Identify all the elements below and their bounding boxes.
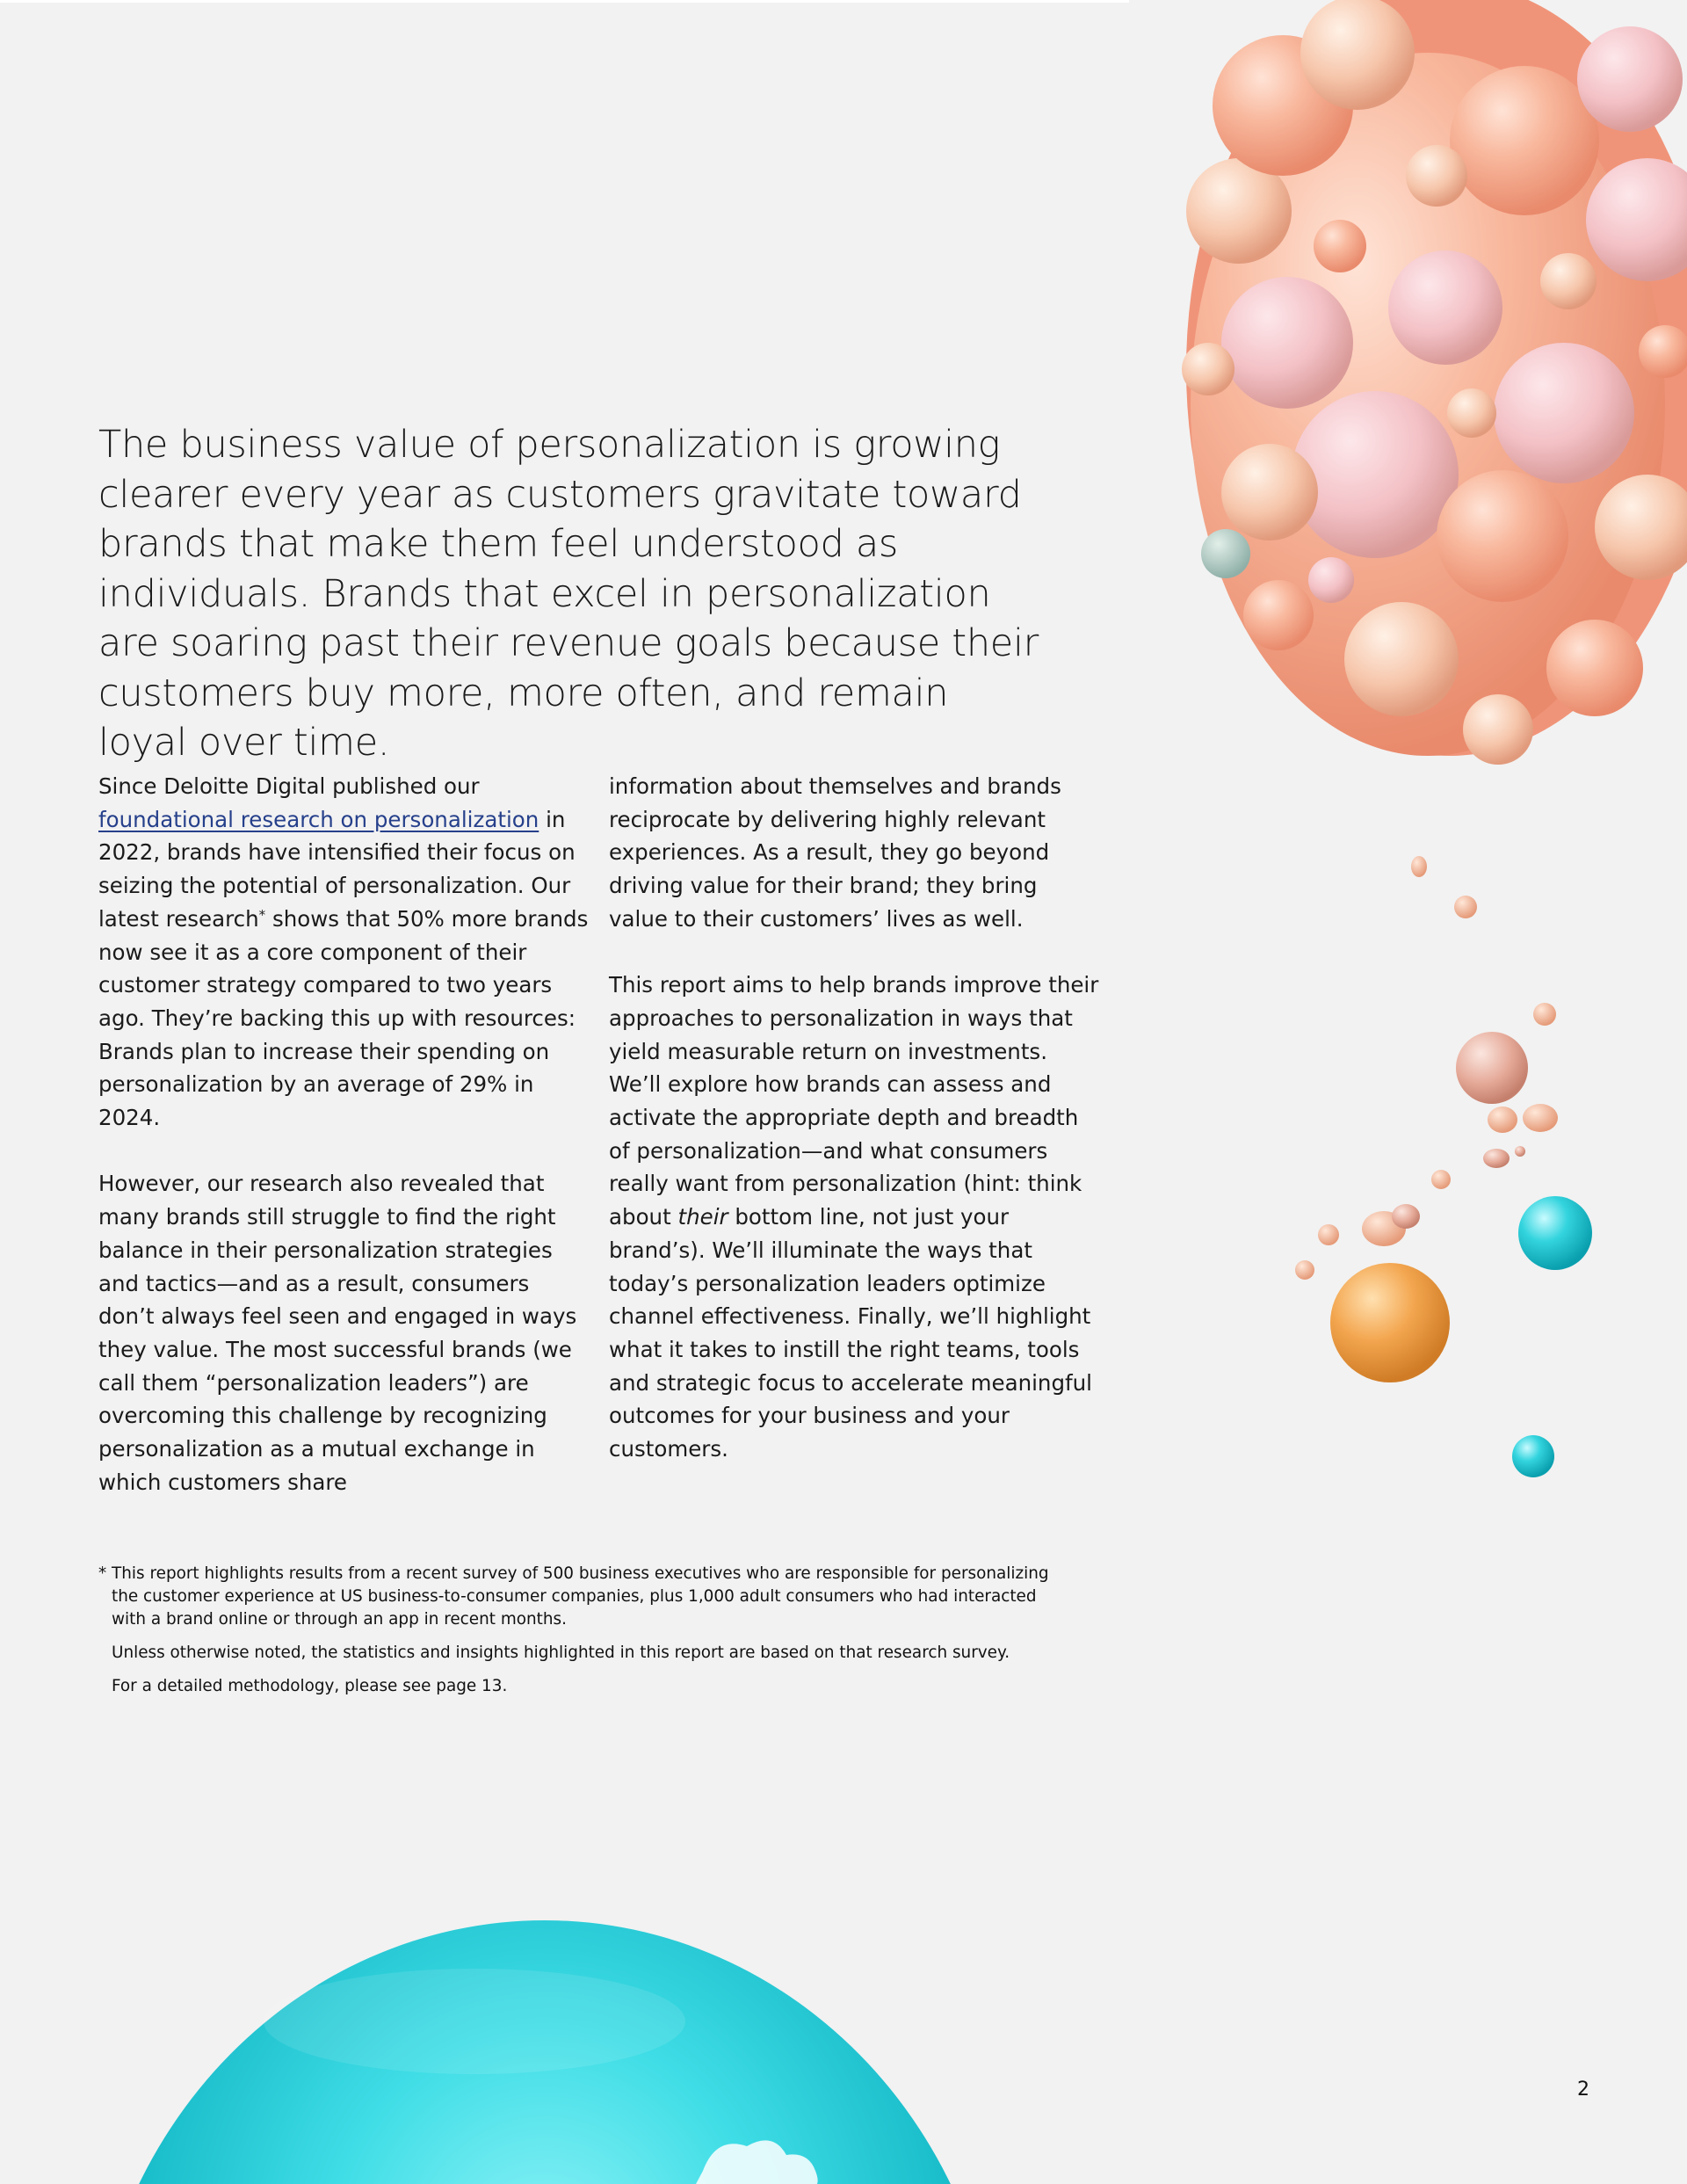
body-paragraph-2: However, our research also revealed that many brands still struggle to find the right balance in their personalization strategies and tactics—and as a result, consumers don’t always feel seen and engaged in ways they value. The most successful brands (we call them “personalization leaders”) are overcoming this challenge by recognizing personalization as a mutual exchange in which customers share [98,1171,577,1495]
large-teal-sphere-image [70,1916,1019,2184]
body-column-left [98,770,590,1532]
body-column-right [609,770,1101,1498]
body-paragraph-1: Since Deloitte Digital published our foundational research on personalization in 2022, brands have intensified their focus on seizing the potential of personalization. Our latest research* shows that 50% more brands now see it as a core component of their customer strategy compared to two years ago. They’re backing this up with resources: Brands plan to increase their spending on personalization by an average of 29% in 2024. [98,773,589,1131]
footnotes [98,1563,1074,1709]
footnote-survey: * This report highlights results from a recent survey of 500 business executives who are responsible for personalizing the customer experience at US business-to-consumer companies, plus 1,000 adult consumers who had interacted with a brand online or through an app in recent months. [98,1564,1049,1629]
coral-bubble-cluster-image [1155,0,1687,791]
page-number: 2 [1577,2079,1589,2101]
footnote-marker: * [258,906,266,923]
intro-statement: The business value of personalization is growing clearer every year as customers gravitate toward brands that make them feel understood as individuals. Brands that excel in personalization are soaring past their revenue goals because their customers buy more, more often, and remain loyal over time. [98,423,1039,765]
foundational-research-link[interactable]: foundational research on personalization [98,806,539,832]
top-divider-line [0,0,1129,3]
footnote-methodology: For a detailed methodology, please see page 13. [112,1677,508,1695]
emphasis-their: their [677,1204,728,1230]
body-paragraph-3: information about themselves and brands reciprocate by delivering highly relevant experiences. As a result, they go beyond driving value for their brand; they bring value to their customers’ lives as well. [609,773,1061,932]
body-paragraph-4: This report aims to help brands improve their approaches to personalization in ways that yield measurable return on investments. We’ll explore how brands can assess and activate the appropriate depth and breadth of personalization—and what consumers really want from personalization (hint: think about their bottom line, not just your brand’s). We’ll illuminate the ways that today’s personalization leaders optimize channel effectiveness. Finally, we’ll highlight what it takes to instill the right teams, tools and strategic focus to accelerate meaningful outcomes for your business and your customers. [609,972,1099,1462]
floating-spheres-image [1274,844,1608,1494]
footnote-statistics: Unless otherwise noted, the statistics and insights highlighted in this report are based on that research survey. [112,1643,1010,1662]
